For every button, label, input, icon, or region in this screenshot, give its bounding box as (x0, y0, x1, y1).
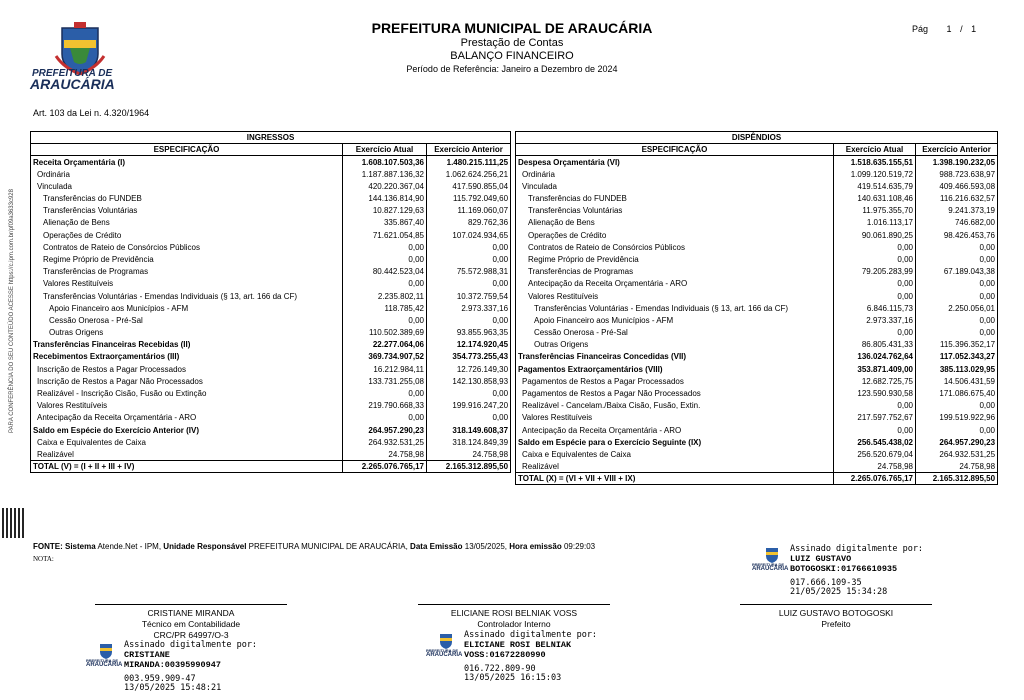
signer-block (740, 608, 932, 630)
row-label: Cessão Onerosa - Pré-Sal (516, 327, 834, 339)
ingressos-col-atual: Exercício Atual (343, 144, 427, 156)
row-value-atual: 335.867,40 (343, 217, 427, 229)
row-value-atual: 133.731.255,08 (343, 375, 427, 387)
table-row (516, 156, 998, 168)
stamp-signer-id: BOTOGOSKI:01766610935 (790, 564, 898, 574)
table-row (516, 436, 998, 448)
row-value-anterior: 116.216.632,57 (916, 192, 998, 204)
row-value-anterior: 264.932.531,25 (916, 448, 998, 460)
row-value-atual: 86.805.431,33 (834, 339, 916, 351)
row-value-anterior: 746.682,00 (916, 217, 998, 229)
row-value-atual: 12.682.725,75 (834, 375, 916, 387)
page-number (912, 24, 976, 34)
table-row (516, 424, 998, 436)
row-value-anterior: 0,00 (916, 241, 998, 253)
row-label: Valores Restituíveis (516, 290, 834, 302)
row-value-atual: 71.621.054,85 (343, 229, 427, 241)
row-value-anterior: 2.250.056,01 (916, 302, 998, 314)
row-value-atual: 369.734.907,52 (343, 351, 427, 363)
table-row (516, 448, 998, 460)
row-value-atual: 0,00 (834, 241, 916, 253)
row-value-atual: 219.790.668,33 (343, 400, 427, 412)
table-row (516, 363, 998, 375)
row-value-atual: 353.871.409,00 (834, 363, 916, 375)
row-label: Transferências Voluntárias - Emendas Individuais (§ 13, art. 166 da CF) (516, 302, 834, 314)
row-value-atual: 256.545.438,02 (834, 436, 916, 448)
row-label: Ordinária (516, 168, 834, 180)
table-row (516, 314, 998, 326)
row-value-atual: 2.973.337,16 (834, 314, 916, 326)
signature-line (418, 604, 610, 605)
row-value-atual: 1.187.887.136,32 (343, 168, 427, 180)
unit-value: PREFEITURA MUNICIPAL DE ARAUCÁRIA, (248, 542, 408, 551)
row-value-atual: 118.785,42 (343, 302, 427, 314)
row-value-atual: 256.520.679,04 (834, 448, 916, 460)
table-row (516, 217, 998, 229)
row-value-atual: 11.975.355,70 (834, 205, 916, 217)
stamp-caption: Assinado digitalmente por: (464, 630, 598, 640)
table-row (31, 339, 511, 351)
table-row (31, 156, 511, 168)
table-row (516, 290, 998, 302)
table-row (31, 278, 511, 290)
row-value-anterior: 0,00 (427, 253, 511, 265)
row-value-anterior: 829.762,36 (427, 217, 511, 229)
row-label: Valores Restituíveis (516, 412, 834, 424)
row-label: Antecipação da Receita Orçamentária - ARO (516, 424, 834, 436)
signature-line (740, 604, 932, 605)
row-label: Pagamentos de Restos a Pagar Não Processados (516, 387, 834, 399)
report-name: BALANÇO FINANCEIRO (450, 50, 574, 62)
signer-name: ELICIANE ROSI BELNIAK VOSS (450, 608, 578, 618)
row-label: Pagamentos Extraorçamentários (VIII) (516, 363, 834, 375)
stamp-signer-id: VOSS:01672280990 (464, 650, 546, 660)
row-label: Vinculada (516, 180, 834, 192)
row-label: Caixa e Equivalentes de Caixa (516, 448, 834, 460)
unit-label: Unidade Responsável (163, 542, 247, 551)
row-value-anterior: 24.758,98 (427, 448, 511, 460)
row-label: Vinculada (31, 180, 343, 192)
digital-signature-stamp (790, 545, 923, 574)
row-value-atual: 10.827.129,63 (343, 205, 427, 217)
dispendios-col-atual: Exercício Atual (834, 144, 916, 156)
signer-name: LUIZ GUSTAVO BOTOGOSKI (778, 608, 894, 618)
row-label: Regime Próprio de Previdência (31, 253, 343, 265)
qr-code (2, 508, 24, 538)
table-row (516, 278, 998, 290)
row-label: Apoio Financeiro aos Municípios - AFM (31, 302, 343, 314)
table-row (516, 180, 998, 192)
table-row (516, 241, 998, 253)
table-row (31, 436, 511, 448)
row-value-atual: 22.277.064,06 (343, 339, 427, 351)
row-label: Outras Origens (31, 327, 343, 339)
row-value-atual: 136.024.762,64 (834, 351, 916, 363)
row-label: Regime Próprio de Previdência (516, 253, 834, 265)
table-row (31, 266, 511, 278)
row-value-anterior: 385.113.029,95 (916, 363, 998, 375)
row-label: Receita Orçamentária (I) (31, 156, 343, 168)
row-label: Saldo em Espécie do Exercício Anterior (IV) (31, 424, 343, 436)
table-row (31, 241, 511, 253)
row-value-atual: 0,00 (834, 424, 916, 436)
row-value-atual: 1.099.120.519,72 (834, 168, 916, 180)
row-value-atual: 0,00 (834, 278, 916, 290)
verification-url-text: PARA CONFERÊNCIA DO SEU CONTEÚDO ACESSE https://c.ipm.com.br/pf09a3633c928 (9, 189, 15, 433)
row-value-anterior: 115.792.049,60 (427, 192, 511, 204)
emission-time: 09:29:03 (563, 542, 596, 551)
row-value-atual: 2.265.076.765,17 (343, 461, 427, 473)
table-row (516, 266, 998, 278)
ingressos-col-spec: ESPECIFICAÇÃO (31, 144, 343, 156)
page-current: 1 (946, 24, 952, 34)
row-value-anterior: 0,00 (427, 314, 511, 326)
signer-registration: CRC/PR 64997/O-3 (153, 630, 229, 640)
row-value-anterior: 0,00 (916, 327, 998, 339)
row-value-anterior: 115.396.352,17 (916, 339, 998, 351)
row-label: Cessão Onerosa - Pré-Sal (31, 314, 343, 326)
stamp-caption: Assinado digitalmente por: (790, 544, 924, 554)
row-label: Saldo em Espécie para o Exercício Seguinte (IX) (516, 436, 834, 448)
row-label: Transferências de Programas (31, 266, 343, 278)
row-label: Transferências de Programas (516, 266, 834, 278)
total-row (31, 461, 511, 473)
stamp-logo (426, 632, 466, 658)
stamp-logo (752, 546, 792, 572)
stamp-logo-line1: PREFEITURA DE (86, 658, 119, 663)
report-period: Período de Referência: Janeiro a Dezembro de 2024 (406, 64, 618, 74)
source-label: FONTE: Sistema (33, 542, 96, 551)
row-value-anterior: 11.169.060,07 (427, 205, 511, 217)
row-label: Inscrição de Restos a Pagar Não Processados (31, 375, 343, 387)
row-value-anterior: 1.398.190.232,05 (916, 156, 998, 168)
stamp-signer-name: LUIZ GUSTAVO (790, 554, 852, 564)
row-value-atual: 264.932.531,25 (343, 436, 427, 448)
table-row (516, 205, 998, 217)
signer-role: Técnico em Contabilidade (141, 619, 241, 629)
row-label: Pagamentos de Restos a Pagar Processados (516, 375, 834, 387)
row-value-anterior: 264.957.290,23 (916, 436, 998, 448)
table-row (31, 168, 511, 180)
row-value-anterior: 10.372.759,54 (427, 290, 511, 302)
source-system: Atende.Net - IPM, (97, 542, 162, 551)
signature-line (95, 604, 287, 605)
row-value-atual: 0,00 (343, 387, 427, 399)
table-row (31, 327, 511, 339)
row-value-atual: 2.265.076.765,17 (834, 473, 916, 485)
table-row (516, 339, 998, 351)
table-row (516, 375, 998, 387)
stamp-signer-name: CRISTIANE (124, 650, 170, 660)
row-value-anterior: 24.758,98 (916, 461, 998, 473)
report-subtitle: Prestação de Contas (460, 37, 564, 49)
row-label: Transferências Financeiras Recebidas (II) (31, 339, 343, 351)
emission-time-label: Hora emissão (509, 542, 562, 551)
table-row (516, 387, 998, 399)
table-row (31, 253, 511, 265)
row-value-atual: 140.631.108,46 (834, 192, 916, 204)
row-label: Contratos de Rateio de Consórcios Públicos (31, 241, 343, 253)
ingressos-col-anterior: Exercício Anterior (427, 144, 511, 156)
row-label: Realizável - Inscrição Cisão, Fusão ou Extinção (31, 387, 343, 399)
row-label: Transferências do FUNDEB (516, 192, 834, 204)
table-row (31, 180, 511, 192)
row-value-anterior: 2.973.337,16 (427, 302, 511, 314)
logo-line1: PREFEITURA DE (32, 68, 113, 79)
row-value-anterior: 417.590.855,04 (427, 180, 511, 192)
row-value-anterior: 988.723.638,97 (916, 168, 998, 180)
row-value-atual: 80.442.523,04 (343, 266, 427, 278)
row-value-anterior: 2.165.312.895,50 (916, 473, 998, 485)
table-row (31, 290, 511, 302)
row-value-anterior: 0,00 (427, 387, 511, 399)
row-value-anterior: 142.130.858,93 (427, 375, 511, 387)
stamp-logo-line1: PREFEITURA DE (752, 562, 785, 567)
row-label: Realizável - Cancelam./Baixa Cisão, Fusão, Extin. (516, 400, 834, 412)
row-value-atual: 24.758,98 (834, 461, 916, 473)
row-label: TOTAL (V) = (I + II + III + IV) (31, 461, 343, 473)
stamp-document: 017.666.109-35 (790, 578, 862, 588)
stamp-logo-line2: ARAUCÁRIA (426, 652, 463, 658)
table-row (31, 217, 511, 229)
page-total: 1 (971, 24, 977, 34)
table-row (31, 375, 511, 387)
table-row (516, 253, 998, 265)
table-row (31, 302, 511, 314)
digital-signature-stamp (124, 641, 257, 670)
row-value-anterior: 0,00 (916, 290, 998, 302)
row-value-anterior: 117.052.343,27 (916, 351, 998, 363)
table-row (516, 302, 998, 314)
row-value-anterior: 199.916.247,20 (427, 400, 511, 412)
row-value-atual: 79.205.283,99 (834, 266, 916, 278)
row-label: Recebimentos Extraorçamentários (III) (31, 351, 343, 363)
row-label: Operações de Crédito (31, 229, 343, 241)
row-label: Transferências Voluntárias - Emendas Individuais (§ 13, art. 166 da CF) (31, 290, 343, 302)
row-value-anterior: 1.062.624.256,21 (427, 168, 511, 180)
row-value-anterior: 409.466.593,08 (916, 180, 998, 192)
row-label: TOTAL (X) = (VI + VII + VIII + IX) (516, 473, 834, 485)
row-value-anterior: 0,00 (427, 241, 511, 253)
row-label: Despesa Orçamentária (VI) (516, 156, 834, 168)
row-value-anterior: 98.426.453,76 (916, 229, 998, 241)
row-label: Outras Origens (516, 339, 834, 351)
row-label: Transferências do FUNDEB (31, 192, 343, 204)
stamp-signer-name: ELICIANE ROSI BELNIAK (464, 640, 572, 650)
stamp-meta (464, 665, 561, 683)
row-value-atual: 0,00 (343, 253, 427, 265)
row-label: Operações de Crédito (516, 229, 834, 241)
table-row (31, 229, 511, 241)
row-value-atual: 264.957.290,23 (343, 424, 427, 436)
row-value-anterior: 0,00 (427, 412, 511, 424)
row-label: Realizável (516, 461, 834, 473)
signer-block (95, 608, 287, 641)
table-row (31, 351, 511, 363)
row-value-anterior: 12.174.920,45 (427, 339, 511, 351)
row-value-atual: 0,00 (834, 327, 916, 339)
row-label: Valores Restituíveis (31, 278, 343, 290)
row-value-atual: 420.220.367,04 (343, 180, 427, 192)
row-value-anterior: 2.165.312.895,50 (427, 461, 511, 473)
stamp-meta (790, 579, 887, 597)
signer-role: Controlador Interno (477, 619, 551, 629)
row-value-atual: 1.518.635.155,51 (834, 156, 916, 168)
row-label: Transferências Financeiras Concedidas (VII) (516, 351, 834, 363)
table-row (31, 424, 511, 436)
stamp-logo-line2: ARAUCÁRIA (86, 662, 123, 668)
signer-role: Prefeito (821, 619, 851, 629)
table-row (516, 229, 998, 241)
table-row (31, 192, 511, 204)
row-value-anterior: 12.726.149,30 (427, 363, 511, 375)
table-row (516, 461, 998, 473)
dispendios-section-header: DISPÊNDIOS (516, 132, 998, 144)
emission-date-label: Data Emissão (410, 542, 463, 551)
table-row (31, 205, 511, 217)
row-value-anterior: 0,00 (916, 253, 998, 265)
note-label: NOTA: (33, 555, 54, 563)
row-value-atual: 1.608.107.503,36 (343, 156, 427, 168)
stamp-caption: Assinado digitalmente por: (124, 640, 258, 650)
page-sep: / (960, 24, 963, 34)
row-value-anterior: 9.241.373,19 (916, 205, 998, 217)
signer-block (418, 608, 610, 630)
araucaria-logo (30, 18, 130, 90)
row-value-atual: 0,00 (343, 412, 427, 424)
row-label: Valores Restituíveis (31, 400, 343, 412)
table-row (31, 448, 511, 460)
row-value-atual: 1.016.113,17 (834, 217, 916, 229)
row-value-atual: 0,00 (834, 290, 916, 302)
ingressos-section-header: INGRESSOS (31, 132, 511, 144)
table-row (516, 400, 998, 412)
dispendios-col-spec: ESPECIFICAÇÃO (516, 144, 834, 156)
page-label: Pág (912, 24, 929, 34)
emission-date: 13/05/2025, (464, 542, 508, 551)
row-label: Inscrição de Restos a Pagar Processados (31, 363, 343, 375)
row-label: Transferências Voluntárias (516, 205, 834, 217)
row-label: Caixa e Equivalentes de Caixa (31, 436, 343, 448)
row-value-anterior: 0,00 (427, 278, 511, 290)
row-value-anterior: 0,00 (916, 314, 998, 326)
row-value-atual: 2.235.802,11 (343, 290, 427, 302)
ingressos-table (30, 131, 511, 473)
row-label: Apoio Financeiro aos Municípios - AFM (516, 314, 834, 326)
table-row (31, 363, 511, 375)
row-value-anterior: 354.773.255,43 (427, 351, 511, 363)
row-value-atual: 217.597.752,67 (834, 412, 916, 424)
row-label: Contratos de Rateio de Consórcios Públicos (516, 241, 834, 253)
stamp-date: 13/05/2025 15:48:21 (124, 683, 222, 693)
dispendios-table (515, 131, 998, 485)
row-value-atual: 16.212.984,11 (343, 363, 427, 375)
stamp-date: 21/05/2025 15:34:28 (790, 587, 888, 597)
row-value-anterior: 93.855.963,35 (427, 327, 511, 339)
source-line (33, 542, 595, 551)
row-value-anterior: 0,00 (916, 400, 998, 412)
table-row (31, 387, 511, 399)
stamp-date: 13/05/2025 16:15:03 (464, 673, 562, 683)
row-label: Alienação de Bens (516, 217, 834, 229)
row-value-atual: 0,00 (343, 278, 427, 290)
row-value-anterior: 0,00 (916, 278, 998, 290)
logo-line2: ARAUCÁRIA (30, 76, 115, 92)
row-value-atual: 24.758,98 (343, 448, 427, 460)
table-row (516, 412, 998, 424)
table-row (516, 327, 998, 339)
row-value-anterior: 1.480.215.111,25 (427, 156, 511, 168)
row-label: Ordinária (31, 168, 343, 180)
dispendios-col-anterior: Exercício Anterior (916, 144, 998, 156)
table-row (516, 192, 998, 204)
table-row (31, 412, 511, 424)
row-value-atual: 123.590.930,58 (834, 387, 916, 399)
row-value-anterior: 107.024.934,65 (427, 229, 511, 241)
stamp-logo (86, 642, 126, 668)
row-value-anterior: 318.149.608,37 (427, 424, 511, 436)
total-row (516, 473, 998, 485)
stamp-meta (124, 675, 221, 693)
row-value-atual: 0,00 (834, 400, 916, 412)
table-row (31, 314, 511, 326)
row-value-atual: 90.061.890,25 (834, 229, 916, 241)
row-value-atual: 0,00 (343, 314, 427, 326)
row-value-atual: 110.502.389,69 (343, 327, 427, 339)
row-label: Transferências Voluntárias (31, 205, 343, 217)
row-label: Antecipação da Receita Orçamentária - ARO (31, 412, 343, 424)
row-value-anterior: 199.519.922,96 (916, 412, 998, 424)
legal-reference: Art. 103 da Lei n. 4.320/1964 (33, 108, 150, 118)
row-value-anterior: 14.506.431,59 (916, 375, 998, 387)
row-value-anterior: 67.189.043,38 (916, 266, 998, 278)
row-value-atual: 0,00 (834, 253, 916, 265)
row-label: Realizável (31, 448, 343, 460)
report-title: PREFEITURA MUNICIPAL DE ARAUCÁRIA (371, 20, 653, 36)
row-label: Antecipação da Receita Orçamentária - ARO (516, 278, 834, 290)
row-value-atual: 6.846.115,73 (834, 302, 916, 314)
row-value-anterior: 0,00 (916, 424, 998, 436)
row-value-atual: 0,00 (343, 241, 427, 253)
table-row (31, 400, 511, 412)
stamp-logo-line2: ARAUCÁRIA (752, 566, 789, 572)
digital-signature-stamp (464, 631, 597, 660)
row-value-anterior: 318.124.849,39 (427, 436, 511, 448)
row-value-anterior: 75.572.988,31 (427, 266, 511, 278)
stamp-signer-id: MIRANDA:00395990947 (124, 660, 221, 670)
row-value-atual: 144.136.814,90 (343, 192, 427, 204)
table-row (516, 168, 998, 180)
stamp-logo-line1: PREFEITURA DE (426, 648, 459, 653)
table-row (516, 351, 998, 363)
signer-name: CRISTIANE MIRANDA (147, 608, 235, 618)
row-value-atual: 419.514.635,79 (834, 180, 916, 192)
stamp-document: 016.722.809-90 (464, 664, 536, 674)
row-value-anterior: 171.086.675,40 (916, 387, 998, 399)
row-label: Alienação de Bens (31, 217, 343, 229)
stamp-document: 003.959.909-47 (124, 674, 196, 684)
